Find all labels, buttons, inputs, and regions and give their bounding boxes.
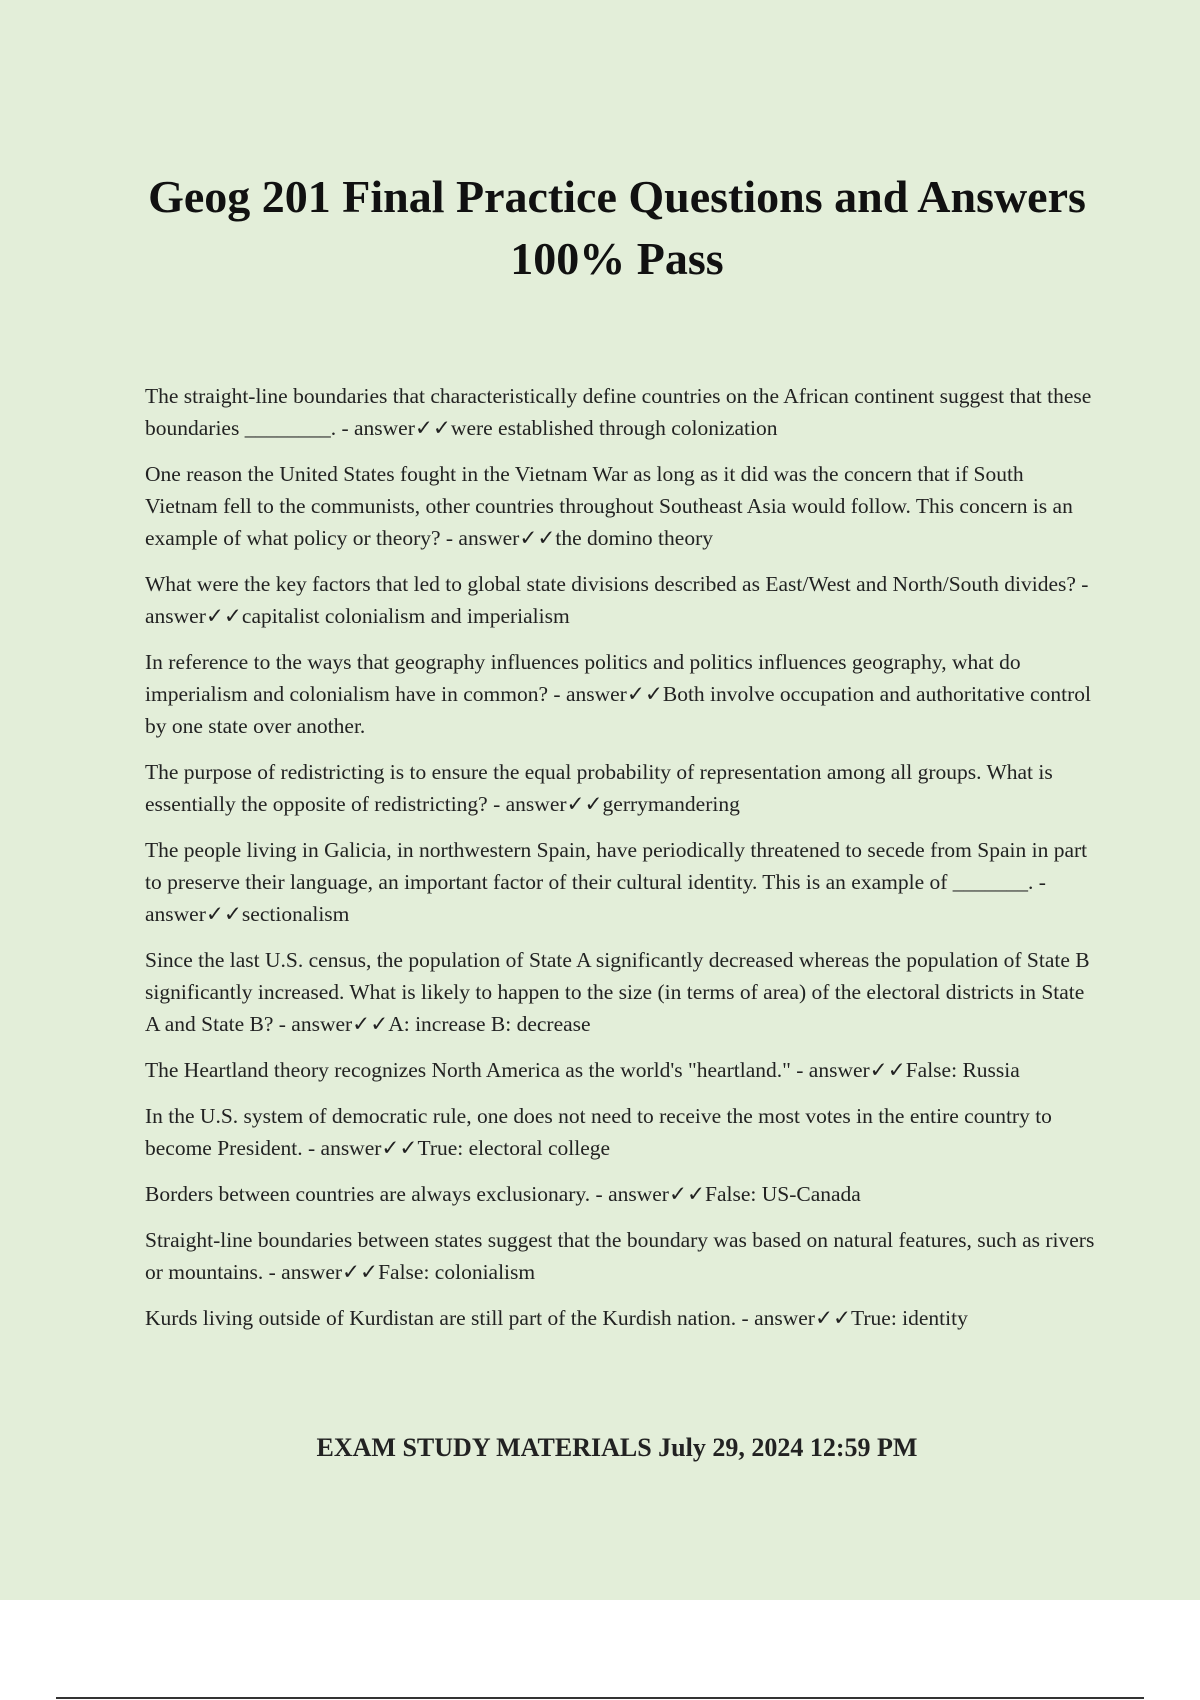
- qa-item: Borders between countries are always exclusionary. - answer✓✓False: US-Canada: [145, 1182, 861, 1206]
- qa-item: The straight-line boundaries that characteristically define countries on the African continent suggest that these boundaries ________. - answer✓✓were established through colonization: [145, 384, 1092, 440]
- footer-stamp: EXAM STUDY MATERIALS July 29, 2024 12:59 PM: [316, 1433, 918, 1462]
- qa-item: One reason the United States fought in the Vietnam War as long as it did was the concern that if South Vietnam fell to the communists, other countries throughout Southeast Asia would follow. This concern is an example of what policy or theory? - answer✓✓the domino theory: [145, 462, 1073, 550]
- page-title: Geog 201 Final Practice Questions and Answers 100% Pass: [148, 171, 1086, 284]
- qa-list: [145, 380, 1095, 1348]
- qa-item: The purpose of redistricting is to ensure the equal probability of representation among all groups. What is essentially the opposite of redistricting? - answer✓✓gerrymandering: [145, 760, 1053, 816]
- bottom-divider: [56, 1697, 1144, 1699]
- qa-item: Straight-line boundaries between states suggest that the boundary was based on natural features, such as rivers or mountains. - answer✓✓False: colonialism: [145, 1228, 1095, 1284]
- qa-item: In reference to the ways that geography influences politics and politics influences geography, what do imperialism and colonialism have in common? - answer✓✓Both involve occupation and authoritative control by one state over another.: [145, 650, 1091, 738]
- qa-item: The people living in Galicia, in northwestern Spain, have periodically threatened to secede from Spain in part to preserve their language, an important factor of their cultural identity. This is an example of _______. - answer✓✓sectionalism: [145, 838, 1088, 926]
- qa-item: The Heartland theory recognizes North America as the world's "heartland." - answer✓✓False: Russia: [145, 1058, 1020, 1082]
- qa-item: Since the last U.S. census, the population of State A significantly decreased whereas the population of State B significantly increased. What is likely to happen to the size (in terms of area) of the electoral districts in State A and State B? - answer✓✓A: increase B: decrease: [145, 948, 1090, 1036]
- qa-item: In the U.S. system of democratic rule, one does not need to receive the most votes in the entire country to become President. - answer✓✓True: electoral college: [145, 1104, 1052, 1160]
- qa-item: Kurds living outside of Kurdistan are still part of the Kurdish nation. - answer✓✓True: identity: [145, 1306, 968, 1330]
- qa-item: What were the key factors that led to global state divisions described as East/West and North/South divides? - answer✓✓capitalist colonialism and imperialism: [145, 572, 1089, 628]
